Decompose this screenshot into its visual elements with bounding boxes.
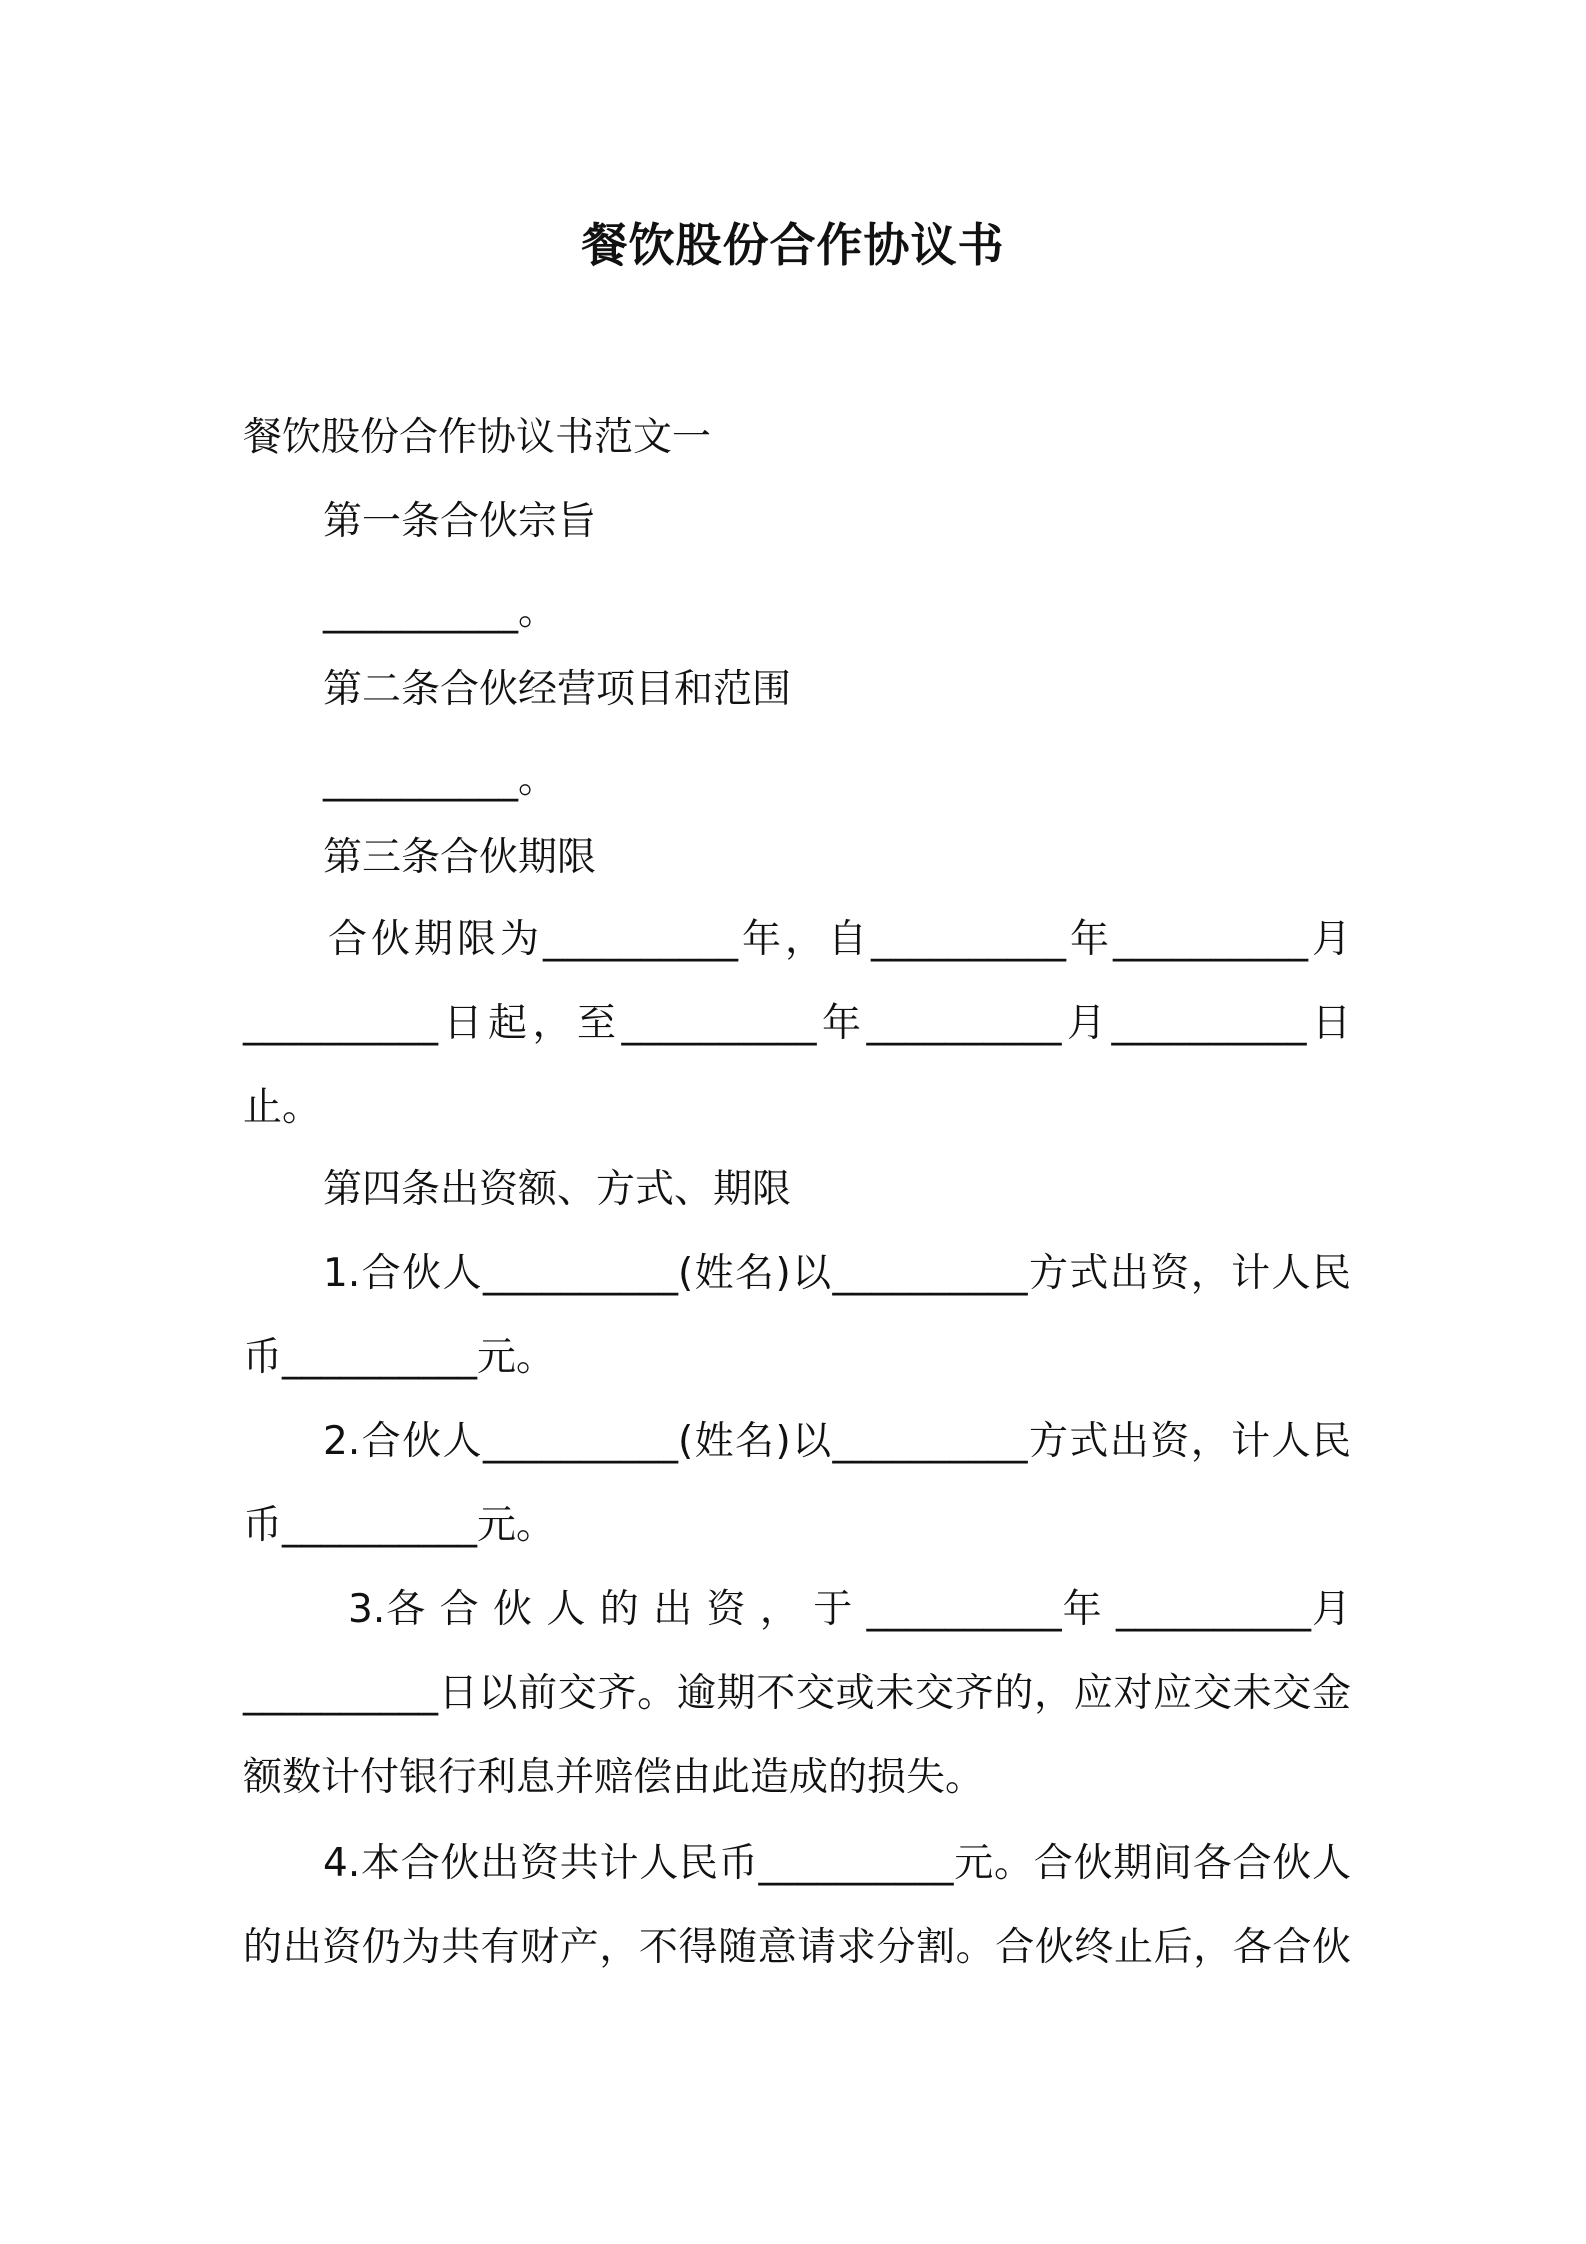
article-4-item-4-line-1: 4.本合伙出资共计人民币__________元。合伙期间各合伙人 [323,1841,1351,1886]
article-4-heading: 第四条出资额、方式、期限 [323,1167,792,1212]
article-4-item-3-line-1: 3.各 合 伙 人 的 出 资 ， 于 __________年 __________月 [348,1587,1351,1632]
article-3-text-line-3: 止。 [243,1085,322,1130]
article-3-text-line-2: __________日起，至__________年__________月__________日 [243,1001,1351,1046]
article-3-heading: 第三条合伙期限 [323,835,597,880]
article-2-blank: __________。 [323,757,558,802]
article-4-item-2-line-1: 2.合伙人__________(姓名)以__________方式出资，计人民 [323,1419,1351,1464]
section-heading: 餐饮股份合作协议书范文一 [243,415,712,460]
article-4-item-1-line-1: 1.合伙人__________(姓名)以__________方式出资，计人民 [323,1251,1351,1296]
article-2-heading: 第二条合伙经营项目和范围 [323,667,792,712]
article-4-item-3-line-2: __________日以前交齐。逾期不交或未交齐的，应对应交未交金 [243,1671,1351,1716]
article-1-heading: 第一条合伙宗旨 [323,499,597,544]
article-4-item-4-line-2: 的出资仍为共有财产，不得随意请求分割。合伙终止后，各合伙 [243,1925,1351,1970]
article-4-item-2-line-2: 币__________元。 [243,1503,556,1548]
document-title: 餐饮股份合作协议书 [581,218,1005,272]
article-1-blank: __________。 [323,589,558,634]
article-4-item-1-line-2: 币__________元。 [243,1335,556,1380]
article-3-text-line-1: 合伙期限为__________年，自__________年__________月 [328,917,1351,962]
article-4-item-3-line-3: 额数计付银行利息并赔偿由此造成的损失。 [243,1755,985,1800]
